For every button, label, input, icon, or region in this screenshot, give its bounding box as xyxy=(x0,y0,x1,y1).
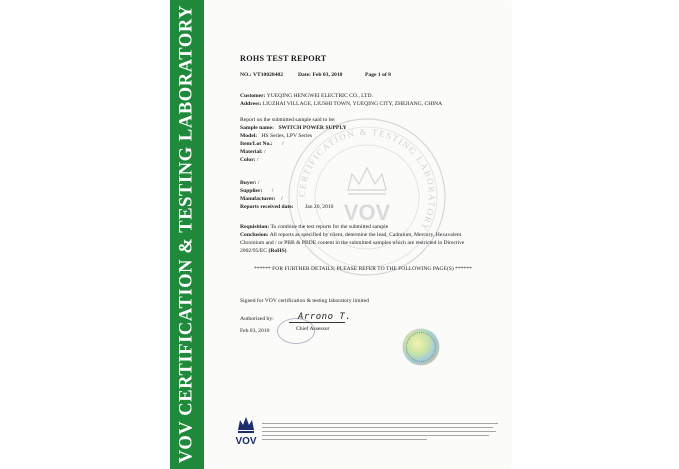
model-label: Model: xyxy=(240,133,258,139)
page-count: Page 1 of 8 xyxy=(365,72,391,78)
signoff-title: Chief Assessor xyxy=(296,326,330,332)
manufacturer-value: / xyxy=(281,196,283,202)
supplier-line xyxy=(240,188,273,196)
address-label: Address: xyxy=(240,101,262,107)
report-number: NO.: VT10028482 xyxy=(240,72,284,78)
hologram-ring xyxy=(406,332,436,362)
model-line xyxy=(240,133,312,141)
model-value: HS Series, LPV Series xyxy=(261,133,313,139)
material-value: / xyxy=(264,149,266,155)
authorized-label: Authorized by: xyxy=(240,316,274,322)
conclusion-line3 xyxy=(240,248,286,256)
item-line xyxy=(240,141,284,149)
requisition-line xyxy=(240,224,388,232)
customer-label: Customer: xyxy=(240,93,266,99)
footer-logo-text: VOV xyxy=(235,436,257,447)
material-line xyxy=(240,149,266,157)
sample-name-line xyxy=(240,125,347,133)
hologram-sticker xyxy=(403,329,439,365)
conclusion-text3: 2002/95/EC xyxy=(240,248,268,254)
crown-icon xyxy=(348,168,386,194)
manufacturer-label: Manufacturer: xyxy=(240,196,276,202)
signoff-date: Feb 03, 2010 xyxy=(240,328,270,334)
supplier-label: Supplier: xyxy=(240,188,263,194)
footer-fine-print xyxy=(262,420,498,448)
vertical-green-band xyxy=(170,0,204,469)
sample-intro: Report on the submitted sample said to be: xyxy=(240,117,336,123)
address-line xyxy=(240,101,442,109)
conclusion-line2: Chromium and / or PBB & PBDE content in the submitted samples which are restricted in Directive xyxy=(240,240,465,246)
buyer-line xyxy=(240,180,259,188)
band-lab-name: VOV CERTIFICATION & TESTING LABORATORY xyxy=(176,4,197,464)
item-label: Item/Lot No.: xyxy=(240,141,273,147)
item-value: / xyxy=(282,141,284,147)
color-value: / xyxy=(256,157,259,163)
vov-footer-logo xyxy=(231,410,261,450)
customer-value: YUEQING HENGWEI ELECTRIC CO., LTD. xyxy=(266,93,373,99)
manufacturer-line xyxy=(240,196,283,204)
seal-center-text: VOV xyxy=(343,200,391,225)
conclusion-line1 xyxy=(240,232,461,240)
report-title: ROHS TEST REPORT xyxy=(240,54,327,63)
buyer-value: / xyxy=(257,180,260,186)
further-details: ****** FOR FURTHER DETAILS, PLEASE REFER TO THE FOLLOWING PAGE(S) ****** xyxy=(254,266,472,272)
requisition-value: To combine the test reports for the submitted sample xyxy=(270,224,389,230)
color-line xyxy=(240,157,259,165)
report-date: Date: Feb 03, 2010 xyxy=(298,72,343,78)
received-value: Jan 20, 2010 xyxy=(305,204,334,210)
signature: Arrono T. xyxy=(298,312,352,322)
signed-for: Signed for VOV certification & testing laboratory limited xyxy=(240,298,369,304)
supplier-value: / xyxy=(271,188,274,194)
requisition-label: Requisition: xyxy=(240,224,270,230)
sample-name-label: Sample name: xyxy=(240,125,275,131)
received-line xyxy=(240,204,333,212)
address-value: LIUZHAI VILLAGE, LIUSHI TOWN, YUEQING CITY, ZHEJIANG, CHINA xyxy=(262,101,443,107)
faint-stamp xyxy=(277,318,315,344)
conclusion-label: Conclusion: xyxy=(240,232,269,238)
conclusion-text1: All reports as specified by client, determine the lead, Cadmium, Mercury, Hexavalent xyxy=(269,232,462,238)
certificate-sheet xyxy=(170,0,510,469)
material-label: Material: xyxy=(240,149,263,155)
color-label: Color: xyxy=(240,157,256,163)
sample-name-value: SWITCH POWER SUPPLY xyxy=(278,125,347,131)
buyer-label: Buyer: xyxy=(240,180,257,186)
footer-crown-icon xyxy=(238,417,254,433)
received-label: Reports received date: xyxy=(240,204,294,210)
conclusion-rohs: (RoHS) xyxy=(268,248,287,254)
customer-line xyxy=(240,93,373,101)
seal-ring-text: CERTIFICATION & TESTING LABORATORY xyxy=(296,126,438,234)
